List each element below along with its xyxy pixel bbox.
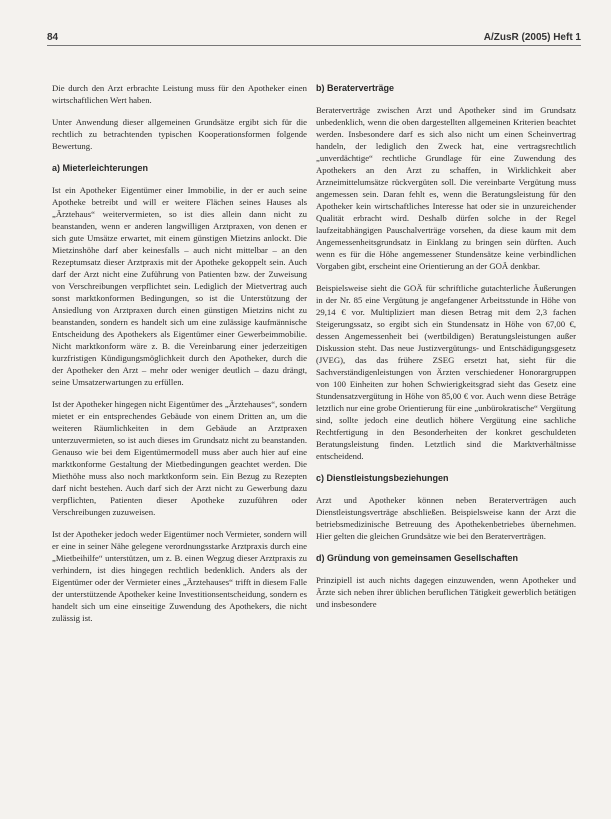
left-column [52, 82, 307, 634]
body-paragraph: Ist der Apotheker hingegen nicht Eigentümer des „Ärztehauses“, sondern mietet er ein entsprechendes Gebäude von einem Dritten an, um die weiteren Räumlichkeiten in dem Gebäude an Arztpraxen unterzuvermieten, so ist auch dieses im Grundsatz nicht zu beanstanden. Genauso wie bei dem Eigentümermodell muss aber auch hier auf eine marktkonforme Gestaltung der Mietbedingungen geachtet werden. Die Miethöhe muss also noch marktkonform sein. Ein Bezug zu Rezepten darf nicht bestehen. Auch darf sich der Arzt nicht zu Gewerbung dazu verpflichten, Patienten dieser Apotheke zuzuführen oder Verschreibungen zuzuweisen. [52, 399, 307, 517]
section-heading: a) Mieterleichterungen [52, 163, 149, 173]
body-paragraph: Beraterverträge zwischen Arzt und Apotheker sind im Grundsatz unbedenklich, wenn die oben dargestellten allgemeinen Kriterien beachtet werden. Insbesondere darf es sich also nicht um einen Scheinvertrag handeln, der lediglich den Zweck hat, eine vertragsrechtlich „unverdächtige“ rechtliche Grundlage für eine Zuwendung des Apothekers an den Arzt zu schaffen, in Wirklichkeit aber Arzneimittelumsätze rückvergüten soll. Die vereinbarte Vergütung muss angemessen sein. Daran fehlt es, wenn die Beratungsleistung für den Apotheker kein wirtschaftliches Interesse hat oder sie in unzureichender Qualität erbracht wird. Deshalb dürfen solche in der Regel laufzeitabhängigen Pauschalverträge vorsehen, da diese kaum mit dem Angemessenheitsgrundsatz in Einklang zu bringen sein dürften. Auch wenn es für die Höhe angemessener Stundensätze keine verbindlichen Vorgaben gibt, erscheint eine Orientierung an der GOÄ denkbar. [316, 105, 576, 271]
right-column [316, 82, 576, 620]
section-heading: b) Beraterverträge [316, 83, 395, 93]
body-paragraph: Beispielsweise sieht die GOÄ für schriftliche gutachterliche Äußerungen in der Nr. 85 eine Vergütung je angefangener Arbeitsstunde in Höhe von 29,14 € vor. Multipliziert man diesen Betrag mit dem 2,3 fachen Steigerungssatz, so ergibt sich ein Stundensatz in Höhe von 67,00 €, dessen Angemessenheit bei (wertbildigen) Beratungsleistungen außer Diskussion steht. Das neue Justizvergütungs- und Entschädigungsgesetz (JVEG), das das frühere ZSEG ersetzt hat, sieht für die Sachverständigenleistungen von Ärzten verschiedener Honorargruppen von 100 Einheiten zur hohen Schwierigkeitsgrad sieht das Gesetz eine Stundensatzvergütung in Höhe von 85,00 € vor. Auch wenn diese Beträge letztlich nur eine grobe Orientierung für eine „unbürokratische“ Vergütung sind, sollte jedoch eine deutlich höhere Vergütung eine sachliche Rechtfertigung in den Besonderheiten der konkret geschuldeten Beratungsleistung finden. Letztlich sind die Marktverhältnisse entscheidend. [316, 283, 576, 461]
page-header [47, 29, 581, 46]
section-heading: c) Dienstleistungsbeziehungen [316, 473, 449, 483]
body-paragraph: Arzt und Apotheker können neben Beraterverträgen auch Dienstleistungsverträge abschließen. Beispielsweise kann der Arzt die betriebsmedizinische Betreuung des Apothekenbetriebes übernehmen. Hier gelten die gleichen Grundsätze wie bei den Beraterverträgen. [316, 495, 576, 541]
page-number: 84 [47, 32, 59, 43]
body-paragraph: Ist der Apotheker jedoch weder Eigentümer noch Vermieter, sondern will er eine in seiner Nähe gelegene verordnungsstarke Arztpraxis durch eine „Mietbeihilfe“ unterstützen, um z. B. einen Wegzug dieser Arztpraxis zu verhindern, ist dies hingegen rechtlich bedenklich. Anders als der Eigentümer oder der Vermieter eines „Ärztehauses“ trifft in diesem Falle der unterstützende Apotheker keine Investitionsentscheidung, sondern es handelt sich um eine einseitige Zuwendung des Apothekers, die nicht zulässig ist. [52, 529, 307, 623]
section-heading: d) Gründung von gemeinsamen Gesellschaften [316, 553, 519, 563]
journal-reference: A/ZusR (2005) Heft 1 [483, 32, 581, 43]
body-paragraph: Unter Anwendung dieser allgemeinen Grundsätze ergibt sich für die rechtlich zu betrachtenden typischen Kooperationsformen folgende Bewertung. [52, 117, 307, 151]
body-paragraph: Prinzipiell ist auch nichts dagegen einzuwenden, wenn Apotheker und Ärzte sich neben ihrer üblichen beruflichen Tätigkeit gewerblich betätigen und insbesondere [316, 575, 576, 609]
body-paragraph: Ist ein Apotheker Eigentümer einer Immobilie, in der er auch seine Apotheke betreibt und will er weitere Flächen seines Hauses als „Ärztehaus“ weitervermieten, so ist dies allein dann nicht zu beanstanden, wenn er anderen langwilligen Arztpraxen, von denen er sich gute Umsätze erwartet, mit einem günstigen Mietzins anlockt. Die Mietzinshöhe darf aber keinesfalls – auch nicht mittelbar – an den Rezeptumsatz dieser Arztpraxis mit der Apotheke gekoppelt sein. Auch darf der Arzt nicht eine Zuführung von Patienten bzw. der Zuweisung von Verschreibungen verpflichtet sein. Lediglich der Mietvertrag auch sonst marktkonformen Bedingungen, so ist die Unterstützung der Ansiedlung von Arztpraxen durch einen günstigen Mietzins nicht zu beanstanden, sondern es handelt sich um eine zulässige kaufmännische Entscheidung des Apothekers als Eigentümer einer Gewerbeimmobilie. Nicht marktkonform wäre z. B. die Vereinbarung einer jederzeitigen kurzfristigen Kündigungsmöglichkeit durch den Apotheker, durch die der Apotheker den Arzt – mehr oder weniger deutlich – dazu drängt, seine Umsatzerwartungen zu erfüllen. [52, 185, 307, 387]
body-paragraph: Die durch den Arzt erbrachte Leistung muss für den Apotheker einen wirtschaftlichen Wert haben. [52, 83, 307, 105]
